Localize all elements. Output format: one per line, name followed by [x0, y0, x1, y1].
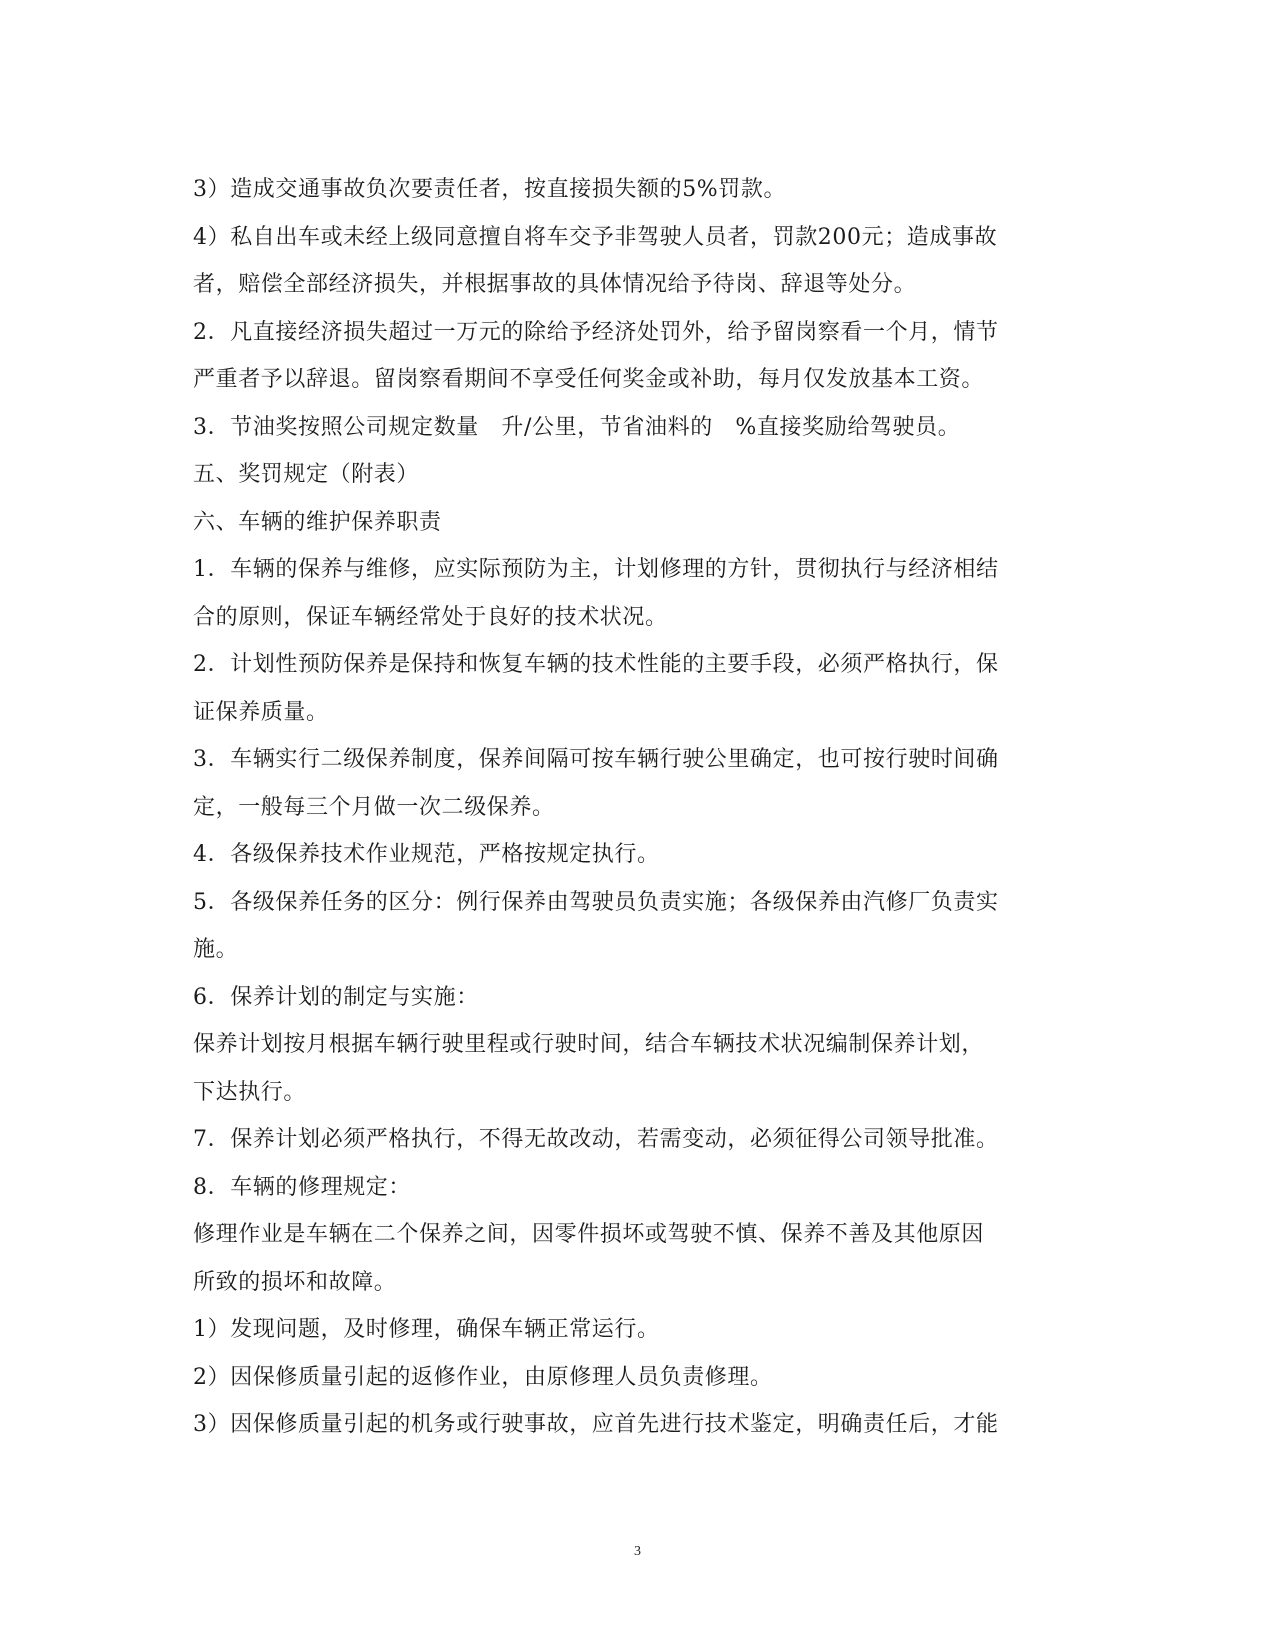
text-line: 3）造成交通事故负次要责任者，按直接损失额的5%罚款。	[193, 177, 787, 202]
text-line: 施。	[193, 937, 239, 962]
text-line: 证保养质量。	[193, 699, 329, 725]
text-line: 2）因保修质量引起的返修作业，由原修理人员负责修理。	[193, 1364, 773, 1390]
text-line: 严重者予以辞退。留岗察看期间不享受任何奖金或补助，每月仅发放基本工资。	[193, 367, 985, 392]
text-line: 合的原则，保证车辆经常处于良好的技术状况。	[193, 604, 668, 630]
text-line: 4．各级保养技术作业规范，严格按规定执行。	[193, 842, 660, 867]
text-line: 8．车辆的修理规定：	[193, 1174, 411, 1200]
text-line: 保养计划按月根据车辆行驶里程或行驶时间，结合车辆技术状况编制保养计划，	[193, 1032, 985, 1057]
text-line: 下达执行。	[193, 1079, 307, 1105]
document-body	[193, 166, 1093, 1449]
text-line: 3．节油奖按照公司规定数量 升/公里，节省油料的 %直接奖励给驾驶员。	[193, 414, 961, 440]
text-line: 1）发现问题，及时修理，确保车辆正常运行。	[193, 1317, 660, 1342]
section-heading: 五、奖罚规定（附表）	[193, 462, 420, 487]
text-line: 3）因保修质量引起的机务或行驶事故，应首先进行技术鉴定，明确责任后，才能	[193, 1412, 999, 1437]
page-number: 3	[634, 1544, 641, 1559]
text-line: 所致的损坏和故障。	[193, 1269, 397, 1295]
text-line: 2．凡直接经济损失超过一万元的除给予经济处罚外，给予留岗察看一个月，情节	[193, 319, 999, 345]
text-line: 4）私自出车或未经上级同意擅自将车交予非驾驶人员者，罚款200元；造成事故	[193, 224, 998, 250]
text-line: 5．各级保养任务的区分：例行保养由驾驶员负责实施；各级保养由汽修厂负责实	[193, 889, 999, 915]
text-line: 3．车辆实行二级保养制度，保养间隔可按车辆行驶公里确定，也可按行驶时间确	[193, 747, 999, 772]
section-heading: 六、车辆的维护保养职责	[193, 509, 442, 535]
text-line: 7．保养计划必须严格执行，不得无故改动，若需变动，必须征得公司领导批准。	[193, 1127, 999, 1152]
text-line: 1．车辆的保养与维修，应实际预防为主，计划修理的方针，贯彻执行与经济相结	[193, 557, 999, 582]
text-line: 定，一般每三个月做一次二级保养。	[193, 794, 555, 820]
text-line: 者，赔偿全部经济损失，并根据事故的具体情况给予待岗、辞退等处分。	[193, 272, 917, 297]
text-line: 修理作业是车辆在二个保养之间，因零件损坏或驾驶不慎、保养不善及其他原因	[193, 1222, 985, 1247]
text-line: 2．计划性预防保养是保持和恢复车辆的技术性能的主要手段，必须严格执行，保	[193, 652, 999, 677]
text-line: 6．保养计划的制定与实施：	[193, 984, 479, 1010]
